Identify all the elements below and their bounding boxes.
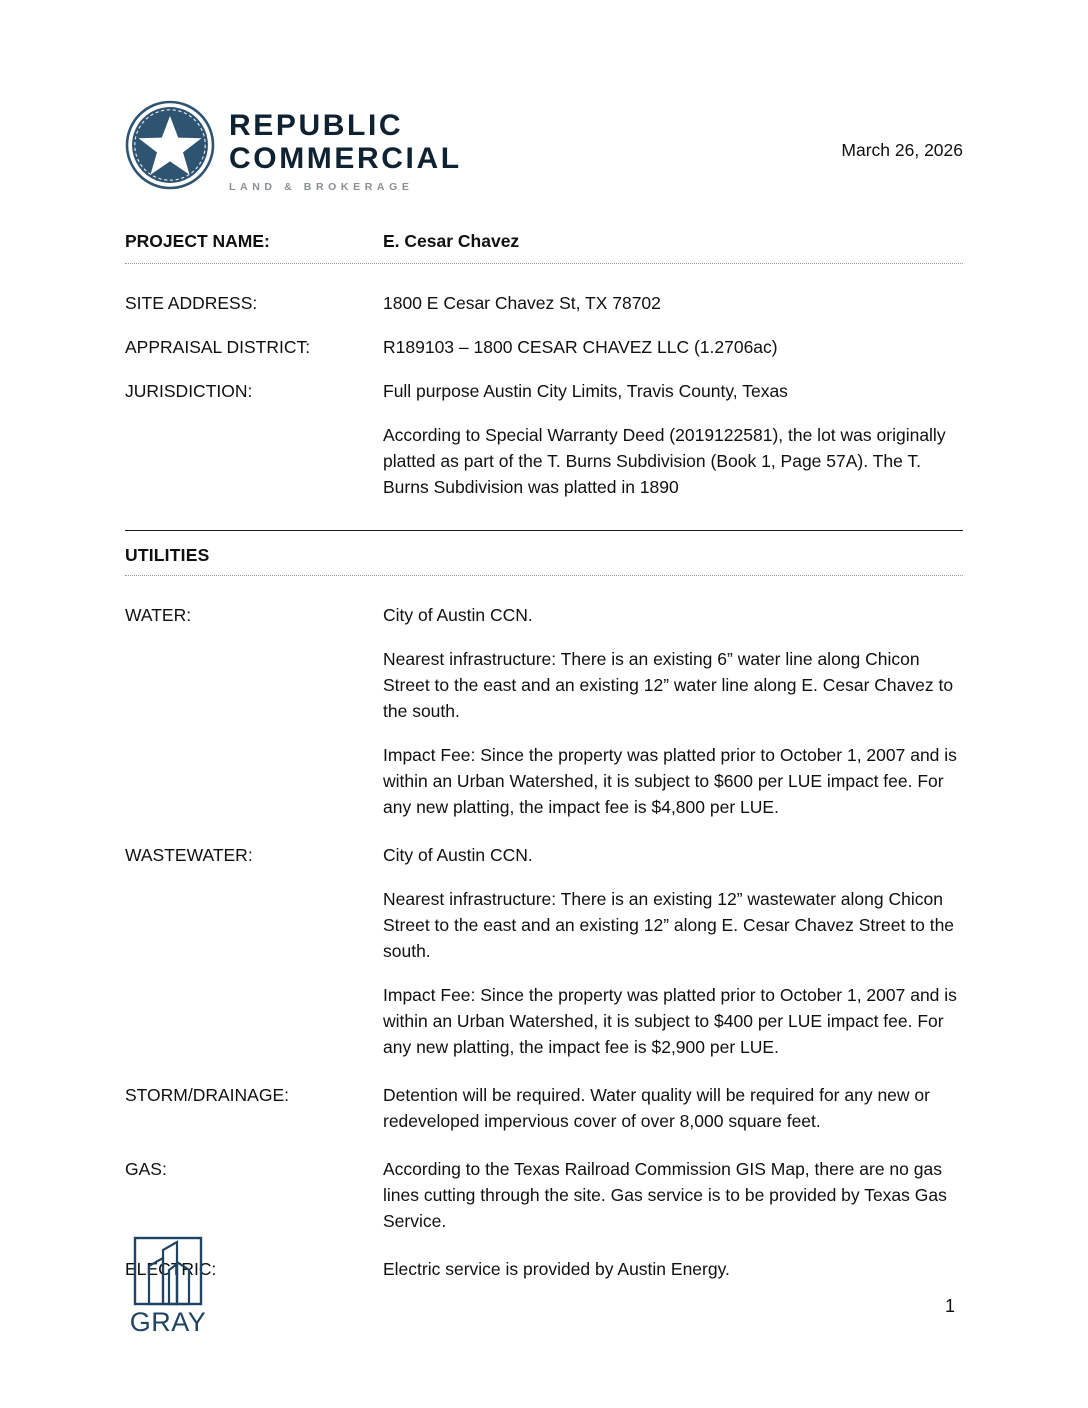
- wastewater-provider: City of Austin CCN.: [383, 845, 533, 865]
- electric-value: Electric service is provided by Austin Energy.: [383, 1259, 730, 1279]
- gray-logo-text: GRAY: [129, 1307, 207, 1336]
- wastewater-label: WASTEWATER:: [125, 845, 253, 865]
- spacer: [125, 264, 963, 290]
- project-name-value: E. Cesar Chavez: [383, 231, 520, 251]
- field-row-gas: [125, 1156, 963, 1234]
- spacer: [125, 360, 963, 378]
- gas-value-block: [383, 1156, 963, 1234]
- spacer: [125, 1134, 963, 1156]
- page-number: 1: [944, 1296, 955, 1316]
- spacer: [125, 316, 963, 334]
- document-body: [125, 228, 963, 1282]
- section-title-utilities: UTILITIES: [125, 545, 210, 565]
- water-impact-fee: Impact Fee: Since the property was platted prior to October 1, 2007 and is within an Urban Watershed, it is subject to $600 per LUE impact fee. For any new platting, the impact fee is $4,800 per LUE.: [383, 745, 957, 817]
- spacer: [125, 820, 963, 842]
- spacer: [125, 1060, 963, 1082]
- jurisdiction-value: Full purpose Austin City Limits, Travis County, Texas: [383, 381, 788, 401]
- document-header: [125, 100, 963, 200]
- brand-tagline: LAND & BROKERAGE: [229, 181, 414, 193]
- storm-drainage-label: STORM/DRAINAGE:: [125, 1085, 290, 1105]
- document-footer: [125, 1236, 963, 1346]
- appraisal-district-label: APPRAISAL DISTRICT:: [125, 337, 311, 357]
- water-value-block: [383, 602, 963, 820]
- gas-label: GAS:: [125, 1159, 167, 1179]
- water-nearest-infrastructure: Nearest infrastructure: There is an existing 6” water line along Chicon Street to the east and an existing 12” water line along E. Cesar Chavez to the south.: [383, 649, 954, 721]
- field-row-project-name: [125, 228, 963, 254]
- document-date: March 26, 2026: [841, 140, 963, 160]
- project-name-label: PROJECT NAME:: [125, 231, 270, 251]
- storm-drainage-value: Detention will be required. Water quality will be required for any new or redeveloped impervious cover of over 8,000 square feet.: [383, 1085, 930, 1131]
- site-address-value: 1800 E Cesar Chavez St, TX 78702: [383, 293, 661, 313]
- wastewater-value-block: [383, 842, 963, 1060]
- gray-building-logo: [125, 1236, 211, 1341]
- wastewater-nearest-infrastructure: Nearest infrastructure: There is an existing 12” wastewater along Chicon Street to the east and an existing 12” along E. Cesar Chavez Street to the south.: [383, 889, 955, 961]
- storm-drainage-value-block: [383, 1082, 963, 1134]
- jurisdiction-label: JURISDICTION:: [125, 381, 253, 401]
- spacer: [125, 500, 963, 530]
- field-row-wastewater: [125, 842, 963, 1060]
- spacer: [125, 576, 963, 602]
- site-address-label: SITE ADDRESS:: [125, 293, 258, 313]
- brand-lockup: [125, 100, 462, 195]
- gas-value: According to the Texas Railroad Commission GIS Map, there are no gas lines cutting through the site. Gas service is to be provided by Texas Gas Service.: [383, 1159, 947, 1231]
- field-row-jurisdiction: [125, 378, 963, 500]
- field-row-water: [125, 602, 963, 820]
- field-row-storm-drainage: [125, 1082, 963, 1134]
- appraisal-district-value: R189103 – 1800 CESAR CHAVEZ LLC (1.2706ac): [383, 337, 778, 357]
- field-row-appraisal-district: [125, 334, 963, 360]
- brand-wordmark: [229, 100, 462, 195]
- brand-line-commercial: COMMERCIAL: [229, 142, 462, 175]
- water-provider: City of Austin CCN.: [383, 605, 533, 625]
- water-label: WATER:: [125, 605, 192, 625]
- brand-line-republic: REPUBLIC: [229, 109, 404, 142]
- republic-commercial-star-logo: [125, 100, 215, 190]
- field-row-site-address: [125, 290, 963, 316]
- electric-label: ELECTRIC:: [125, 1259, 217, 1279]
- jurisdiction-value-block: [383, 378, 963, 500]
- jurisdiction-note: According to Special Warranty Deed (2019122581), the lot was originally platted as part of the T. Burns Subdivision (Book 1, Page 57A). The T. Burns Subdivision was platted in 1890: [383, 425, 946, 497]
- wastewater-impact-fee: Impact Fee: Since the property was platted prior to October 1, 2007 and is within an Urban Watershed, it is subject to $400 per LUE impact fee. For any new platting, the impact fee is $2,900 per LUE.: [383, 985, 957, 1057]
